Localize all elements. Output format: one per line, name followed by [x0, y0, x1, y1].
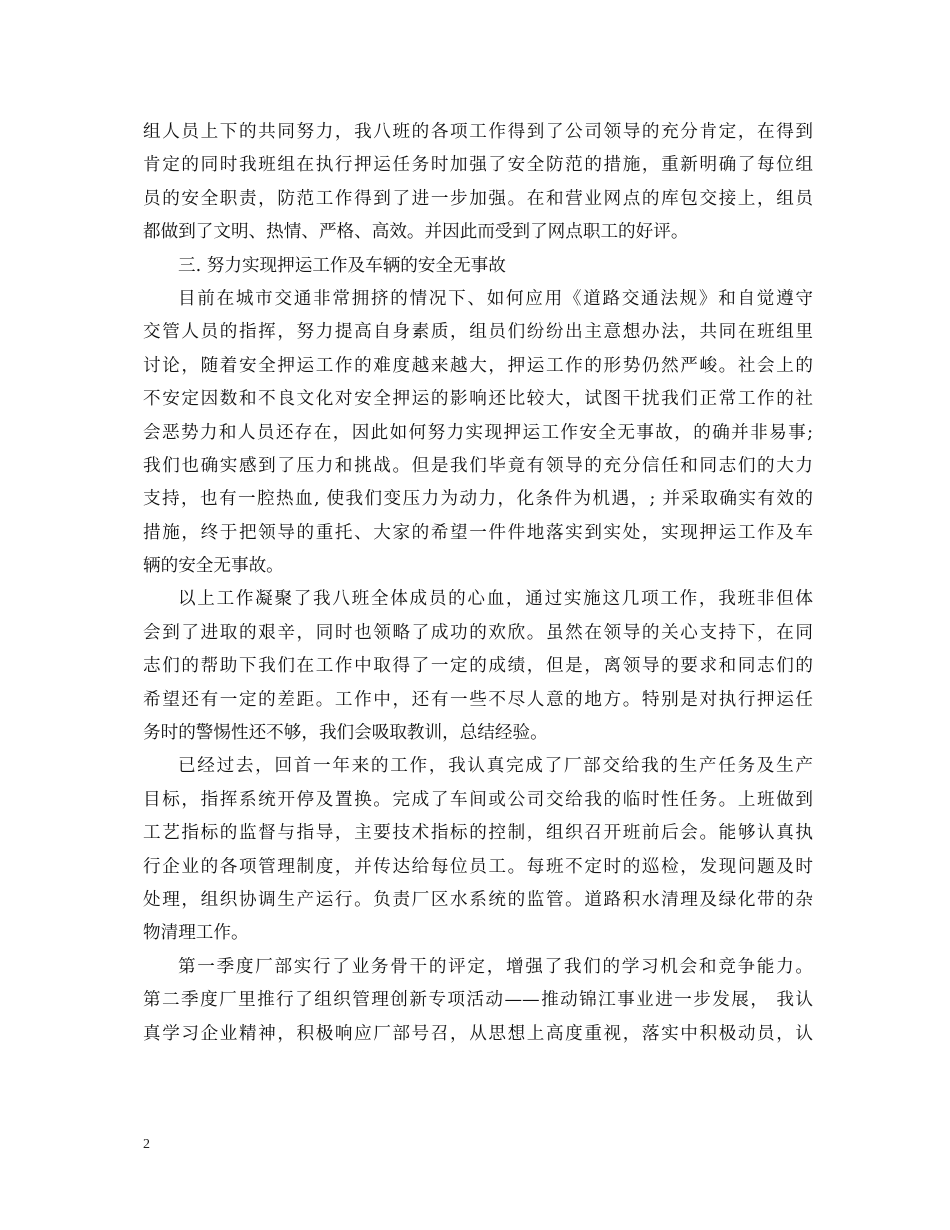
text-line: 都做到了文明、热情、严格、高效。并因此而受到了网点职工的好评。: [143, 222, 689, 243]
text-line: 辆的安全无事故。: [143, 556, 284, 577]
text-line: 肯定的同时我班组在执行押运任务时加强了安全防范的措施，重新明确了每位组: [143, 155, 813, 176]
text-line: 希望还有一定的差距。工作中，还有一些不尽人意的地方。特别是对执行押运任: [143, 689, 813, 710]
text-line: 措施，终于把领导的重托、大家的希望一件件地落实到实处，实现押运工作及车: [143, 522, 813, 543]
text-line: 会恶势力和人员还存在，因此如何努力实现押运工作安全无事故，的确并非易事;: [143, 422, 813, 443]
text-line: 目前在城市交通非常拥挤的情况下、如何应用《道路交通法规》和自觉遵守: [178, 288, 813, 309]
text-line: 以上工作凝聚了我八班全体成员的心血，通过实施这几项工作，我班非但体: [178, 589, 813, 610]
page-number: 2: [143, 1137, 150, 1152]
text-line: 行企业的各项管理制度，并传达给每位员工。每班不定时的巡检，发现问题及时: [143, 856, 813, 877]
text-line: 组人员上下的共同努力，我八班的各项工作得到了公司领导的充分肯定，在得到: [143, 122, 813, 142]
text-line: 工艺指标的监督与指导，主要技术指标的控制，组织召开班前后会。能够认真执: [143, 823, 813, 844]
text-line: 第二季度厂里推行了组织管理创新专项活动——推动锦江事业进一步发展， 我认: [143, 990, 813, 1011]
text-line: 交管人员的指挥，努力提高自身素质，组员们纷纷出主意想办法，共同在班组里: [143, 322, 813, 343]
text-line: 会到了进取的艰辛，同时也领略了成功的欢欣。虽然在领导的关心支持下，在同: [143, 622, 813, 643]
text-line: 支持，也有一腔热血, 使我们变压力为动力，化条件为机遇，; 并采取确实有效的: [143, 489, 813, 510]
body-text: [143, 116, 813, 1051]
text-line: 志们的帮助下我们在工作中取得了一定的成绩，但是，离领导的要求和同志们的: [143, 656, 813, 677]
text-line: 处理，组织协调生产运行。负责厂区水系统的监管。道路积水清理及绿化带的杂: [143, 889, 813, 910]
text-line: 员的安全职责，防范工作得到了进一步加强。在和营业网点的库包交接上，组员: [143, 188, 813, 209]
text-line: 物清理工作。: [143, 923, 249, 944]
text-line: 三. 努力实现押运工作及车辆的安全无事故: [178, 255, 506, 276]
text-line: 第一季度厂部实行了业务骨干的评定，增强了我们的学习机会和竞争能力。: [178, 956, 813, 977]
text-line: 已经过去，回首一年来的工作，我认真完成了厂部交给我的生产任务及生产: [178, 756, 813, 777]
text-line: 务时的警惕性还不够，我们会吸取教训，总结经验。: [143, 723, 548, 744]
text-line: 我们也确实感到了压力和挑战。但是我们毕竟有领导的充分信任和同志们的大力: [143, 455, 813, 476]
text-line: 真学习企业精神，积极响应厂部号召，从思想上高度重视，落实中积极动员，认: [143, 1023, 813, 1044]
text-line: 不安定因数和不良文化对安全押运的影响还比较大，试图干扰我们正常工作的社: [143, 389, 813, 410]
text-line: 讨论，随着安全押运工作的难度越来越大，押运工作的形势仍然严峻。社会上的: [143, 355, 813, 376]
text-line: 目标，指挥系统开停及置换。完成了车间或公司交给我的临时性任务。上班做到: [143, 789, 813, 810]
